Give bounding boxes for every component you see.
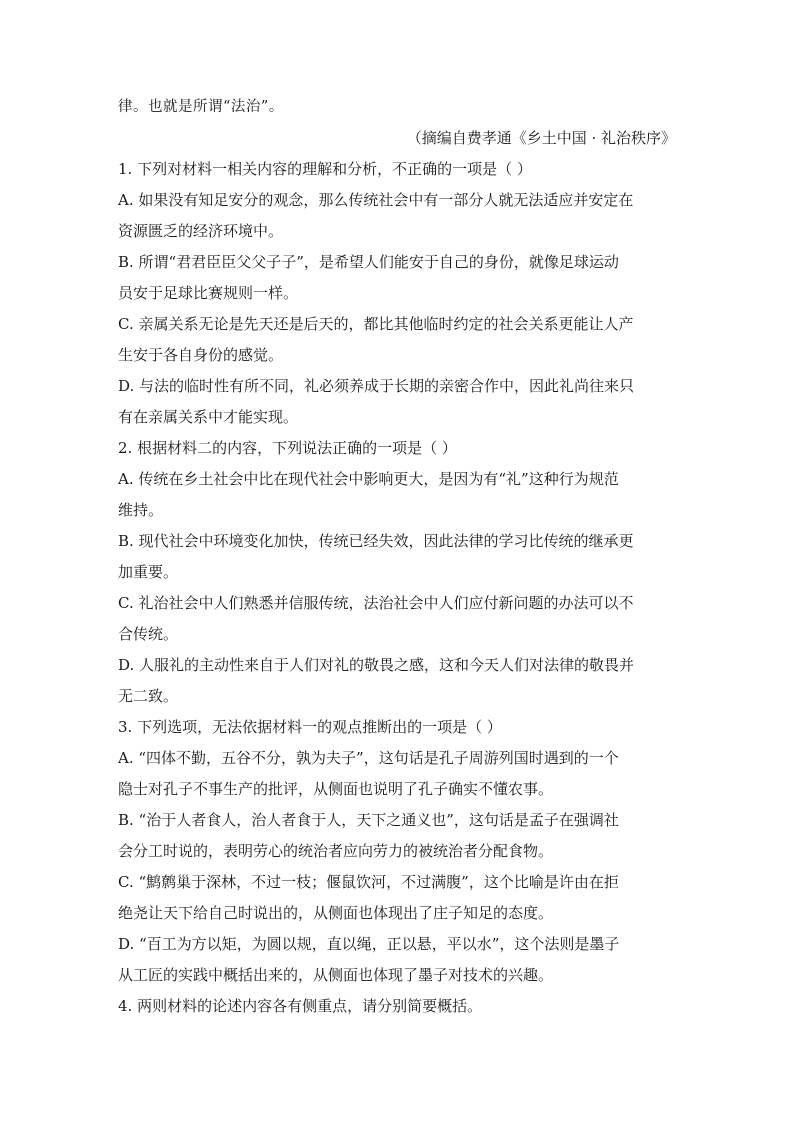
question-3 [118, 712, 678, 991]
option-text-line: 维持。 [118, 501, 164, 519]
option-A [118, 185, 678, 247]
option-text-line: C. 礼治社会中人们熟悉并信服传统，法治社会中人们应付新问题的办法可以不 [118, 594, 634, 612]
question-stem: 1. 下列对材料一相关内容的理解和分析，不正确的一项是（ ） [118, 160, 532, 178]
option-A [118, 464, 678, 526]
option-text-line: B. 现代社会中环境变化加快，传统已经失效，因此法律的学习比传统的继承更 [118, 532, 634, 550]
option-D [118, 929, 678, 991]
option-text-line: D. “百工为方以矩，为圆以规，直以绳，正以悬，平以水”，这个法则是墨子 [118, 935, 620, 953]
option-text-line: 绝尧让天下给自己时说出的，从侧面也体现出了庄子知足的态度。 [118, 904, 554, 922]
question-stem: 3. 下列选项，无法依据材料一的观点推断出的一项是（ ） [118, 718, 502, 736]
option-text-line: 合传统。 [118, 625, 179, 643]
option-B [118, 526, 678, 588]
option-text-line: 从工匠的实践中概括出来的，从侧面也体现了墨子对技术的兴趣。 [118, 966, 554, 984]
question-list [118, 154, 678, 1022]
option-text-line: B. 所谓“君君臣臣父父子子”，是希望人们能安于自己的身份，就像足球运动 [118, 253, 619, 271]
question-4 [118, 991, 678, 1022]
option-text-line: C. 亲属关系无论是先天还是后天的，都比其他临时约定的社会关系更能让人产 [118, 315, 634, 333]
question-stem: 2. 根据材料二的内容，下列说法正确的一项是（ ） [118, 439, 457, 457]
option-text-line: A. 如果没有知足安分的观念，那么传统社会中有一部分人就无法适应并安定在 [118, 191, 634, 209]
question-2 [118, 433, 678, 712]
option-text-line: 隐士对孔子不事生产的批评，从侧面也说明了孔子确实不懂农事。 [118, 780, 554, 798]
source-citation: （摘编自费孝通《乡土中国 · 礼治秩序》 [406, 129, 676, 147]
option-C [118, 588, 678, 650]
option-text-line: 生安于各自身份的感觉。 [118, 346, 284, 364]
option-C [118, 867, 678, 929]
option-text-line: 资源匮乏的经济环境中。 [118, 222, 284, 240]
option-text-line: 有在亲属关系中才能实现。 [118, 408, 299, 426]
option-B [118, 805, 678, 867]
question-stem: 4. 两则材料的论述内容各有侧重点，请分别简要概括。 [118, 997, 483, 1015]
option-C [118, 309, 678, 371]
option-text-line: A. “四体不勤，五谷不分，孰为夫子”，这句话是孔子周游列国时遇到的一个 [118, 749, 619, 767]
option-text-line: C. “鹪鹩巢于深林，不过一枝；偃鼠饮河，不过满腹”，这个比喻是许由在拒 [118, 873, 619, 891]
option-text-line: 无二致。 [118, 687, 179, 705]
option-A [118, 743, 678, 805]
option-D [118, 650, 678, 712]
option-B [118, 247, 678, 309]
option-text-line: D. 与法的临时性有所不同，礼必须养成于长期的亲密合作中，因此礼尚往来只 [118, 377, 635, 395]
option-text-line: B. “治于人者食人，治人者食于人，天下之通义也”，这句话是孟子在强调社 [118, 811, 619, 829]
continuation-line: 律。也就是所谓“法治”。 [118, 99, 284, 115]
option-text-line: A. 传统在乡土社会中比在现代社会中影响更大，是因为有“礼”这种行为规范 [118, 470, 619, 488]
option-text-line: D. 人服礼的主动性来自于人们对礼的敬畏之感，这和今天人们对法律的敬畏并 [118, 656, 635, 674]
option-text-line: 员安于足球比赛规则一样。 [118, 284, 299, 302]
option-D [118, 371, 678, 433]
document-page [118, 92, 678, 1022]
option-text-line: 加重要。 [118, 563, 179, 581]
option-text-line: 会分工时说的，表明劳心的统治者应向劳力的被统治者分配食物。 [118, 842, 554, 860]
question-1 [118, 154, 678, 433]
